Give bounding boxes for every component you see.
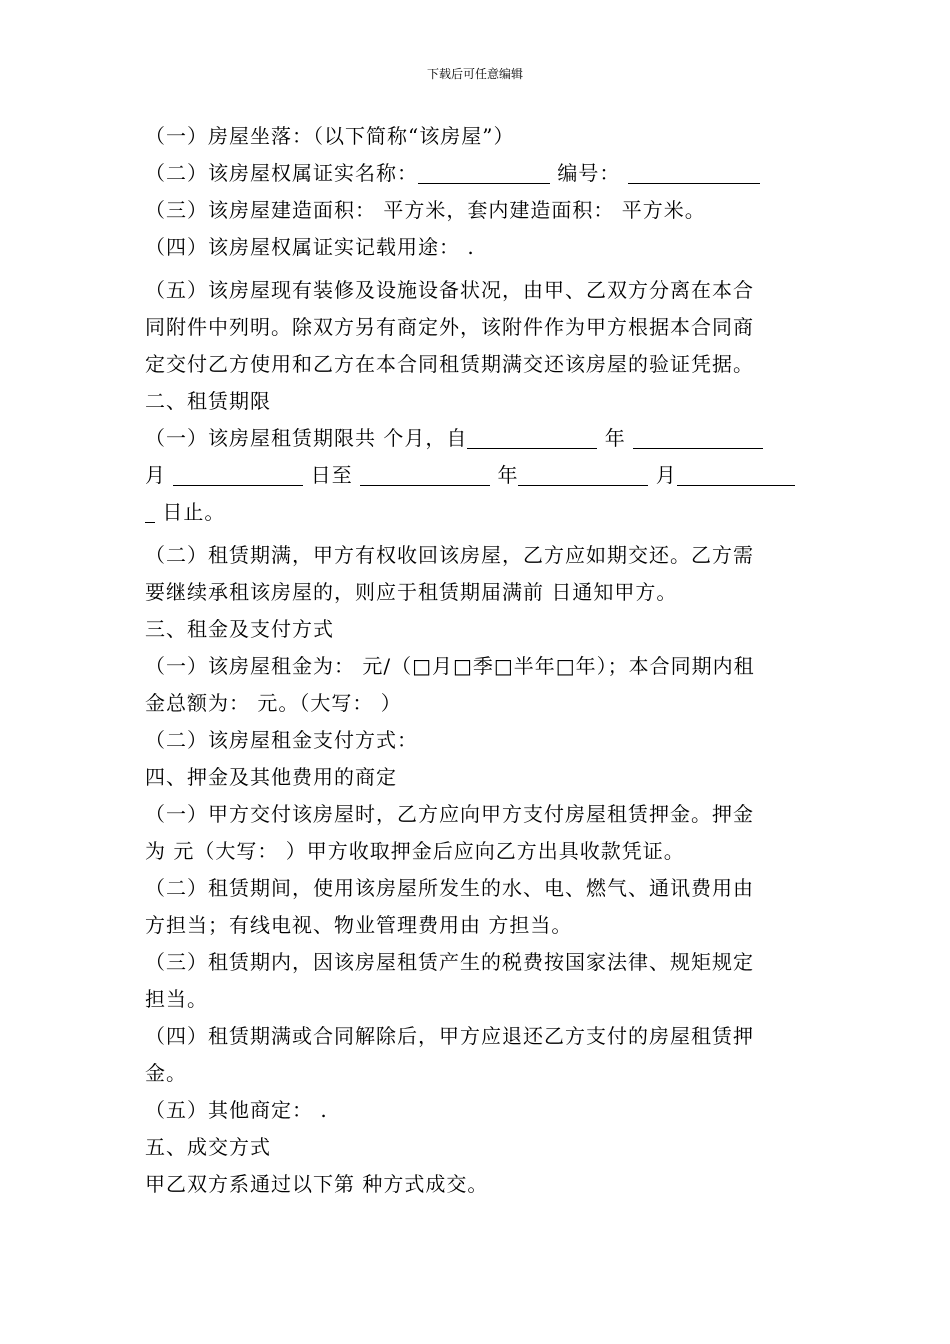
text-line: 定交付乙方使用和乙方在本合同租赁期满交还该房屋的验证凭据。	[145, 352, 754, 376]
blank-underline	[467, 424, 597, 449]
text-line: 为 元（大写： ）甲方收取押金后应向乙方出具收款凭证。	[145, 839, 685, 863]
text-line: 方担当；有线电视、物业管理费用由 方担当。	[145, 913, 573, 937]
blank-underline	[633, 424, 763, 449]
text-line: （二）该房屋租金支付方式：	[145, 728, 418, 752]
line-text: 年	[604, 426, 626, 450]
section-heading: 三、租金及支付方式	[145, 617, 334, 641]
page-header: 下载后可任意编辑	[426, 67, 523, 81]
text-line: （五）其他商定： .	[145, 1098, 328, 1122]
text-line: （二）租赁期间，使用该房屋所发生的水、电、燃气、通讯费用由	[145, 876, 754, 900]
text-line: 金。	[145, 1061, 187, 1085]
line-text: 月	[145, 463, 166, 487]
section-heading: 五、成交方式	[145, 1135, 271, 1159]
text-line: （五）该房屋现有装修及设施设备状况，由甲、乙双方分离在本合	[145, 278, 754, 302]
text-line: （二）租赁期满，甲方有权收回该房屋，乙方应如期交还。乙方需	[145, 543, 754, 567]
line-text: 日止。	[162, 500, 226, 524]
text-line: （一）该房屋租金为： 元/（□月□季□半年□年）；本合同期内租	[145, 654, 755, 678]
blank-underline	[418, 159, 550, 184]
text-line	[145, 494, 810, 531]
text-line: 担当。	[145, 987, 208, 1011]
text-line: 要继续承租该房屋的，则应于租赁期届满前 日通知甲方。	[145, 580, 678, 604]
document-body	[145, 118, 810, 1203]
text-line: （一）甲方交付该房屋时，乙方应向甲方支付房屋租赁押金。押金	[145, 802, 754, 826]
blank-underline	[518, 461, 648, 486]
text-line: （三）该房屋建造面积： 平方米，套内建造面积： 平方米。	[145, 198, 706, 222]
text-line: 同附件中列明。除双方另有商定外，该附件作为甲方根据本合同商	[145, 315, 754, 339]
blank-underline	[145, 498, 155, 523]
blank-underline	[677, 461, 795, 486]
blank-underline	[360, 461, 490, 486]
text-line	[145, 457, 810, 494]
line-text: （一）该房屋租赁期限共 个月，自	[145, 426, 468, 450]
text-line: 金总额为： 元。（大写： ）	[145, 691, 402, 715]
section-heading: 四、押金及其他费用的商定	[145, 765, 397, 789]
text-line	[145, 155, 810, 192]
line-text: 编号：	[557, 161, 621, 185]
line-text: 日至	[310, 463, 353, 487]
text-line: （四）该房屋权属证实记载用途： .	[145, 235, 475, 259]
line-text: 年	[497, 463, 519, 487]
blank-underline	[173, 461, 303, 486]
section-heading: 二、租赁期限	[145, 389, 271, 413]
text-line	[145, 420, 810, 457]
text-line: （三）租赁期内，因该房屋租赁产生的税费按国家法律、规矩规定	[145, 950, 754, 974]
text-line: 甲乙双方系通过以下第 种方式成交。	[145, 1172, 489, 1196]
text-line: （四）租赁期满或合同解除后，甲方应退还乙方支付的房屋租赁押	[145, 1024, 754, 1048]
line-text: 月	[655, 463, 677, 487]
line-text: （二）该房屋权属证实名称：	[145, 161, 418, 185]
text-line: （一）房屋坐落：（以下简称“该房屋”）	[145, 124, 515, 148]
blank-underline	[628, 159, 760, 184]
